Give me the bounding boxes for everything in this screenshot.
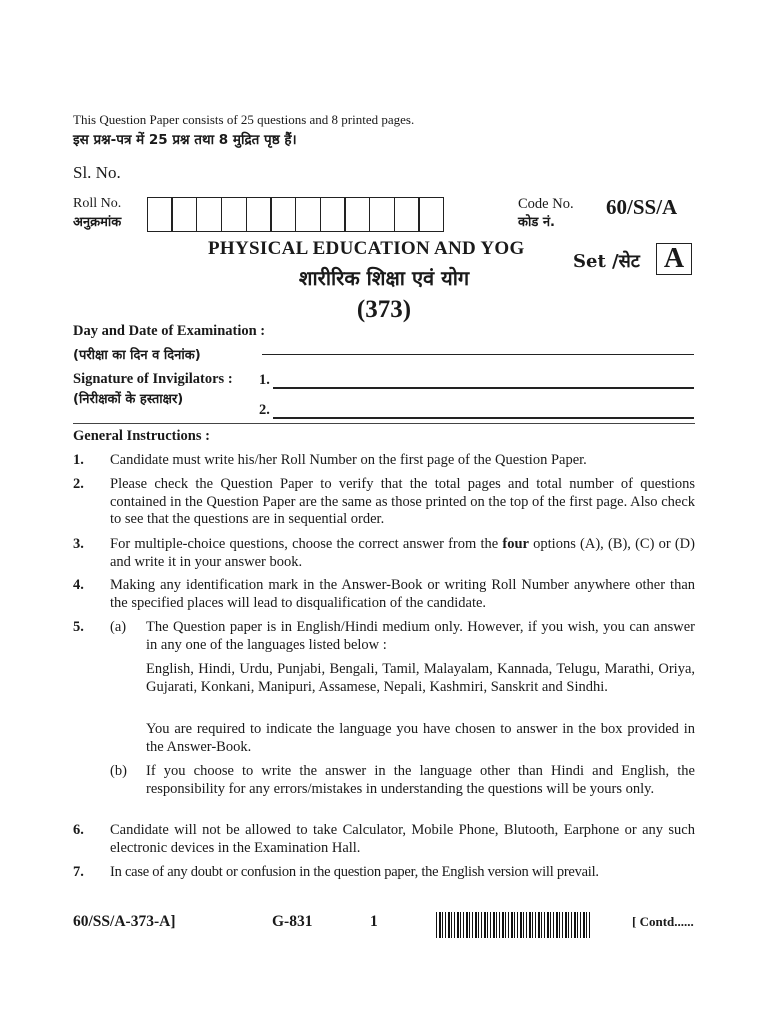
roll-digit-box[interactable] [295,197,321,232]
instruction-3-part-b: options (A), (B), (C) or (D) and write it in your answer book. [110,536,695,570]
pages-note-en: This Question Paper consists of 25 questions and 8 printed pages. [73,112,415,127]
roll-digit-box[interactable] [320,197,346,232]
instruction-5a-label: (a) [110,619,127,635]
sig-1-line[interactable] [273,387,694,389]
instruction-5a-para-3: You are required to indicate the language you have chosen to answer in the box provided in the Answer-Book. [146,721,695,755]
footer-page-number: 1 [370,913,378,930]
subject-code: (373) [356,296,412,323]
roll-no-label-hi: अनुक्रमांक [73,215,122,230]
set-box: A [656,243,692,275]
instruction-1-number: 1. [73,452,84,468]
day-date-line[interactable] [262,354,694,355]
roll-no-label-en: Roll No. [73,196,122,211]
sig-2-line[interactable] [273,417,694,419]
roll-digit-box[interactable] [418,197,444,232]
instruction-6: Candidate will not be allowed to take Calculator, Mobile Phone, Blutooth, Earphone or any such electronic devices in the Examination Hall. [110,822,695,856]
roll-number-boxes[interactable] [148,197,444,232]
roll-digit-box[interactable] [394,197,420,232]
instructions-heading: General Instructions : [73,428,210,444]
roll-digit-box[interactable] [221,197,247,232]
sig-2-label: 2. [259,402,270,418]
code-no-label-en: Code No. [518,196,574,212]
code-no-label-hi: कोड नं. [518,215,555,230]
roll-digit-box[interactable] [171,197,197,232]
instruction-3-part-a: For multiple-choice questions, choose the correct answer from the [110,536,503,552]
barcode [436,912,592,938]
instruction-4-number: 4. [73,577,84,593]
invigilators-label-hi: (निरीक्षकों के हस्ताक्षर) [73,392,184,407]
footer-paper-code: 60/SS/A-373-A] [73,913,176,930]
instruction-3-bold: four [502,536,529,552]
sl-no-label: Sl. No. [73,163,121,182]
footer-contd: [ Contd...... [632,914,694,929]
sig-1-label: 1. [259,372,270,388]
instruction-7: In case of any doubt or confusion in the question paper, the English version will prevail. [110,864,599,880]
instruction-4: Making any identification mark in the Answer-Book or writing Roll Number anywhere other than the specified places will lead to disqualification of the candidate. [110,577,695,611]
invigilators-label-en: Signature of Invigilators : [73,371,233,387]
instruction-3 [110,536,695,571]
roll-digit-box[interactable] [270,197,296,232]
instruction-5b: If you choose to write the answer in the language other than Hindi and English, the responsibility for any errors/mistakes in understanding the questions will be yours only. [146,763,695,797]
footer-g-code: G-831 [272,913,313,930]
roll-digit-box[interactable] [369,197,395,232]
roll-digit-box[interactable] [196,197,222,232]
roll-digit-box[interactable] [344,197,370,232]
instruction-3-number: 3. [73,536,84,552]
day-date-label-hi: (परीक्षा का दिन व दिनांक) [73,348,201,363]
instruction-2-number: 2. [73,476,84,492]
instruction-1: Candidate must write his/her Roll Number on the first page of the Question Paper. [110,452,587,468]
pages-note-hi: इस प्रश्न-पत्र में 25 प्रश्न तथा 8 मुद्रित पृष्ठ हैं। [73,132,297,148]
subject-title-en: PHYSICAL EDUCATION AND YOG [208,238,525,259]
roll-digit-box[interactable] [246,197,272,232]
divider [73,423,695,424]
roll-digit-box[interactable] [147,197,173,232]
instruction-5a-para-1: The Question paper is in English/Hindi medium only. However, if you wish, you can answer in any one of the languages listed below : [146,619,695,653]
instruction-7-number: 7. [73,864,84,880]
instruction-2: Please check the Question Paper to verify that the total pages and total number of questions contained in the Question Paper are the same as those printed on the top of the first page. Also check to see that the questions are in sequential order. [110,476,695,527]
instruction-6-number: 6. [73,822,84,838]
instruction-5b-label: (b) [110,763,127,779]
subject-title-hi: शारीरिक शिक्षा एवं योग [298,266,470,290]
instruction-5-number: 5. [73,619,84,635]
instruction-5a-languages: English, Hindi, Urdu, Punjabi, Bengali, Tamil, Malayalam, Kannada, Telugu, Marathi, Oriya, Gujarati, Konkani, Manipuri, Assamese, Nepali, Kashmiri, Sanskrit and Sindhi. [146,661,695,695]
set-label: Set /सेट [573,251,640,272]
code-no-value: 60/SS/A [606,195,678,219]
day-date-label-en: Day and Date of Examination : [73,323,266,339]
